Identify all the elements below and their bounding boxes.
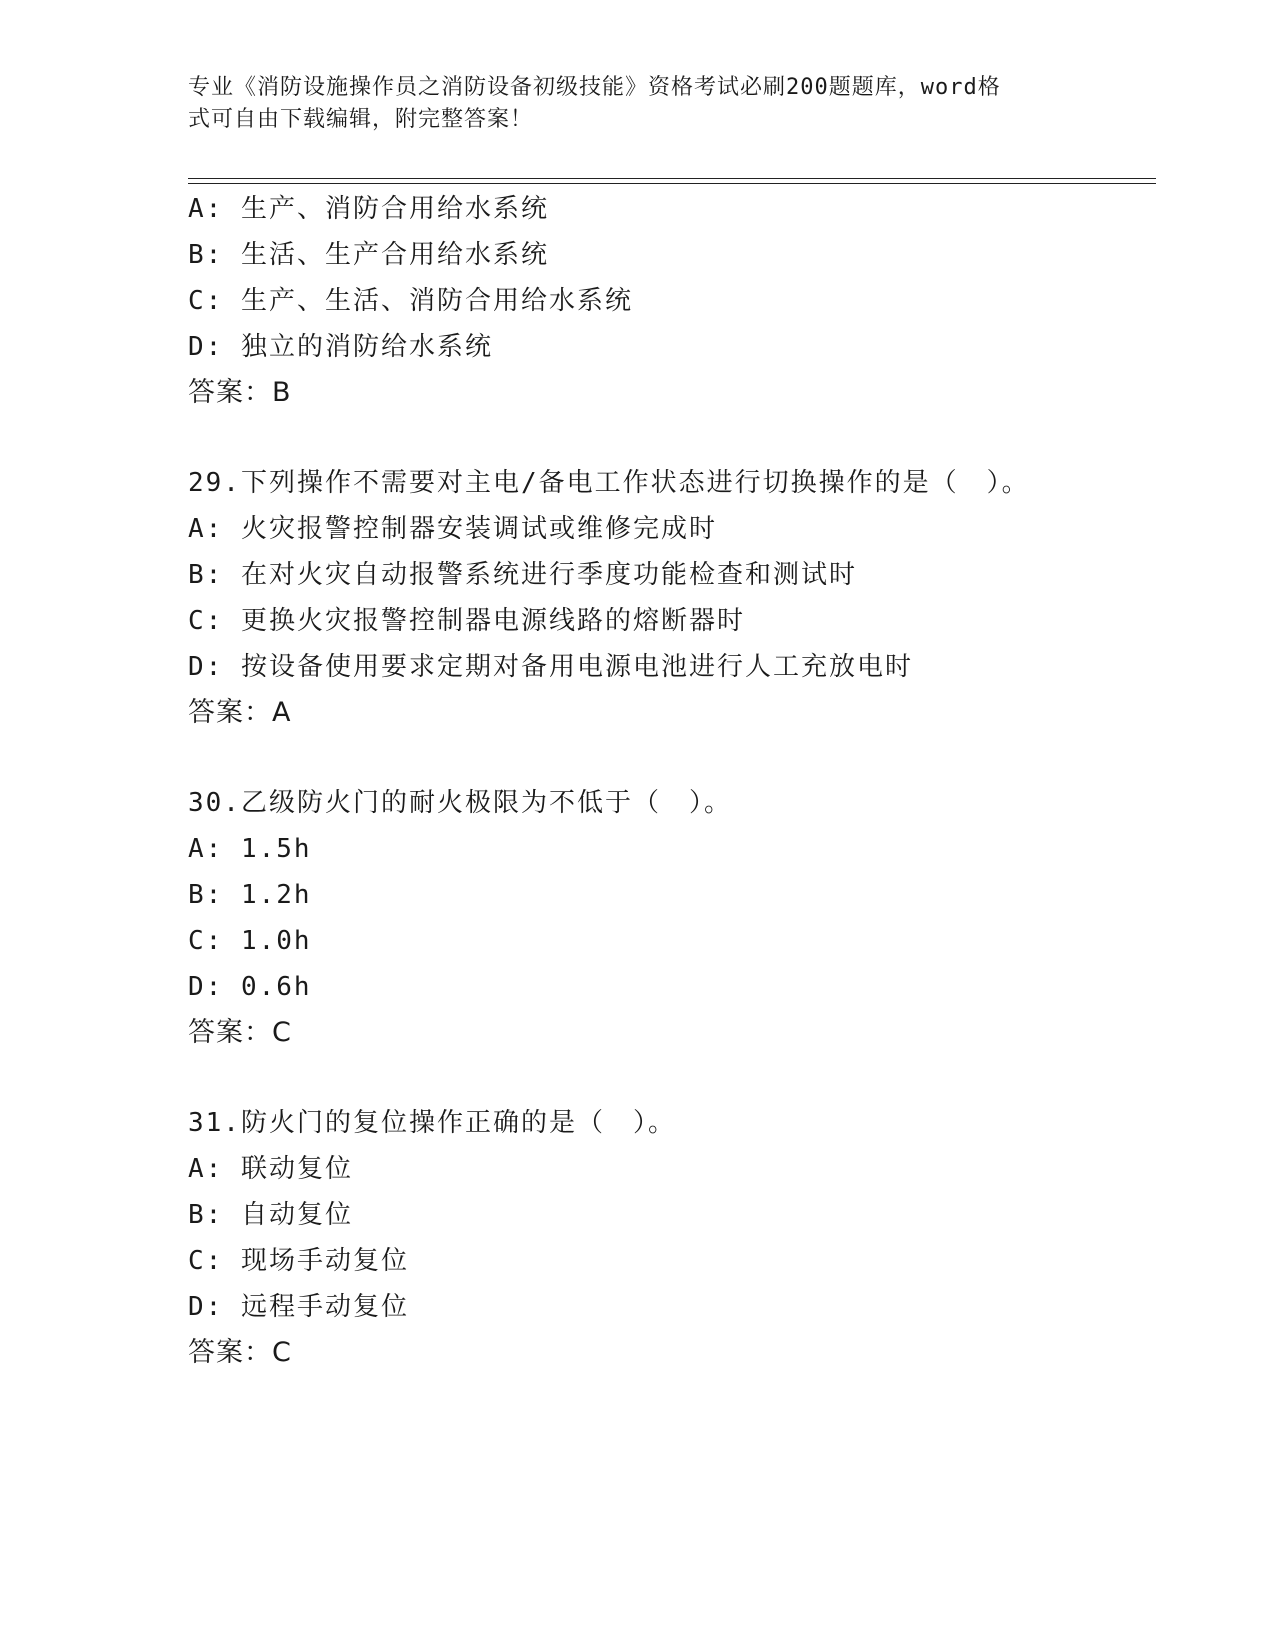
question-text: 30.乙级防火门的耐火极限为不低于（ ）。 bbox=[188, 788, 732, 818]
option-b: B: 自动复位 bbox=[188, 1200, 353, 1230]
option-c: C: 更换火灾报警控制器电源线路的熔断器时 bbox=[188, 606, 745, 636]
answer-label: 答案：C bbox=[188, 1017, 292, 1048]
option-a: A: 生产、消防合用给水系统 bbox=[188, 194, 549, 224]
option-d: D: 独立的消防给水系统 bbox=[188, 332, 493, 362]
question-block-30 bbox=[188, 780, 1148, 1056]
header-line-2: 式可自由下载编辑，附完整答案！ bbox=[188, 107, 534, 132]
option-c: C: 1.0h bbox=[188, 926, 312, 956]
option-d: D: 远程手动复位 bbox=[188, 1292, 409, 1322]
option-c: C: 现场手动复位 bbox=[188, 1246, 409, 1276]
answer-label: 答案：B bbox=[188, 377, 292, 408]
answer-label: 答案：C bbox=[188, 1337, 292, 1368]
header-divider-bottom bbox=[188, 183, 1156, 184]
answer-label: 答案：A bbox=[188, 697, 292, 728]
question-block-31 bbox=[188, 1100, 1148, 1376]
header-line-1: 专业《消防设施操作员之消防设备初级技能》资格考试必刷200题题库，word格 bbox=[188, 75, 1001, 100]
option-a: A: 联动复位 bbox=[188, 1154, 353, 1184]
question-text: 31.防火门的复位操作正确的是（ ）。 bbox=[188, 1108, 676, 1138]
option-a: A: 1.5h bbox=[188, 834, 312, 864]
document-header bbox=[188, 72, 1068, 136]
option-b: B: 在对火灾自动报警系统进行季度功能检查和测试时 bbox=[188, 560, 857, 590]
question-block-29 bbox=[188, 460, 1148, 736]
question-block-28 bbox=[188, 186, 1148, 416]
option-b: B: 生活、生产合用给水系统 bbox=[188, 240, 549, 270]
option-c: C: 生产、生活、消防合用给水系统 bbox=[188, 286, 633, 316]
option-d: D: 按设备使用要求定期对备用电源电池进行人工充放电时 bbox=[188, 652, 913, 682]
question-text: 29.下列操作不需要对主电/备电工作状态进行切换操作的是（ ）。 bbox=[188, 468, 1030, 498]
option-d: D: 0.6h bbox=[188, 972, 312, 1002]
option-a: A: 火灾报警控制器安装调试或维修完成时 bbox=[188, 514, 717, 544]
option-b: B: 1.2h bbox=[188, 880, 312, 910]
question-list bbox=[188, 186, 1148, 1376]
header-divider-top bbox=[188, 178, 1156, 179]
